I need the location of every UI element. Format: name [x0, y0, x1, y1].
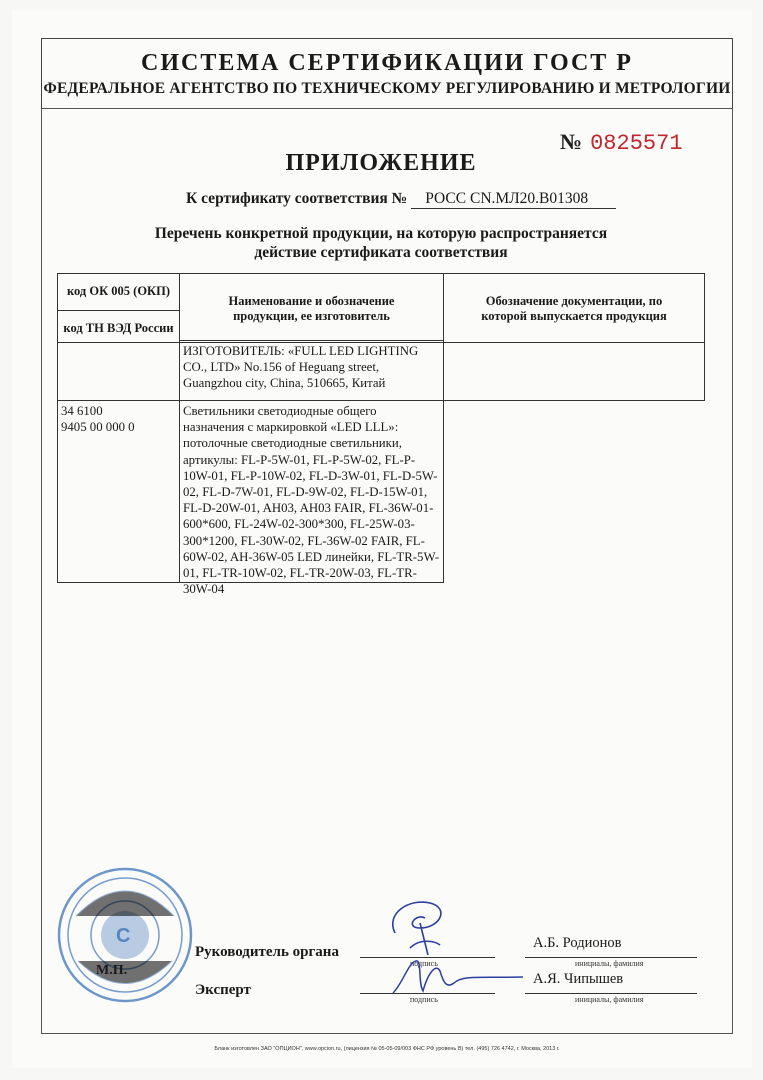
cert-label: К сертификату соответствия № — [186, 190, 408, 207]
product-cell: Светильники светодиодные общего назначения с маркировкой «LED LLL»: потолочные светодиодные светильники, артикулы: FL-P-5W-01, FL-P-5W-02, FL-P-10W-01, FL-P-10W-02, FL-D-3W-01, FL-D-5W-02, FL-D-7W-01, FL-D-9W-02, FL-D-15W-01, FL-D-20W-01, AH03, AH03 FAIR, FL-36W-01-600*600, FL-24W-02-300*300, FL-25W-03-300*1200, FL-30W-02, FL-36W-02 FAIR, FL-60W-02, AH-36W-05 LED линейки, FL-TR-5W-01, FL-TR-10W-02, FL-TR-20W-03, FL-TR-30W-04 — [179, 400, 444, 583]
system-title: СИСТЕМА СЕРТИФИКАЦИИ ГОСТ Р — [141, 50, 633, 76]
number-value: 0825571 — [590, 131, 683, 156]
certificate-reference — [186, 190, 616, 209]
product-name-header: Наименование и обозначение продукции, ее изготовитель — [179, 273, 444, 343]
form-footer: Бланк изготовлен ЗАО "ОПЦИОН", www.opcion.ru, (лицензия № 05-05-09/003 ФНС РФ уровень В) тел. (495) 726 4742, г. Москва, 2013 г. — [214, 1046, 560, 1052]
codes-cell — [57, 400, 180, 583]
okp-header: код ОК 005 (ОКП) — [57, 273, 180, 311]
manufacturer-doc-cell — [443, 342, 705, 401]
agency-title: ФЕДЕРАЛЬНОЕ АГЕНТСТВО ПО ТЕХНИЧЕСКОМУ РЕГУЛИРОВАНИЮ И МЕТРОЛОГИИ — [43, 80, 731, 97]
mp-label: М.П. — [96, 963, 128, 978]
okp-code: 34 6100 — [61, 404, 103, 418]
number-sign: № — [560, 129, 583, 154]
tnved-header: код ТН ВЭД России — [57, 310, 180, 343]
list-heading-line2: действие сертификата соответствия — [254, 244, 508, 261]
tnved-code: 9405 00 000 0 — [61, 420, 135, 435]
documentation-header: Обозначение документации, по которой выпускается продукция — [443, 273, 705, 343]
head-name: А.Б. Родионов — [533, 935, 622, 951]
manufacturer-cell: ИЗГОТОВИТЕЛЬ: «FULL LED LIGHTING CO., LTD» No.156 of Heguang street, Guangzhou city, China, 510665, Китай — [179, 340, 444, 401]
expert-initials-caption: инициалы, фамилия — [575, 995, 644, 1004]
expert-signature — [388, 953, 528, 998]
expert-label: Эксперт — [195, 982, 251, 998]
round-seal-stamp — [56, 866, 194, 1004]
expert-name: А.Я. Чипышев — [533, 971, 624, 987]
head-initials-caption: инициалы, фамилия — [575, 959, 644, 968]
list-heading-line1: Перечень конкретной продукции, на которую распространяется — [154, 225, 608, 242]
page-title: ПРИЛОЖЕНИЕ — [285, 150, 477, 176]
cert-number: РОСС CN.МЛ20.В01308 — [411, 190, 616, 209]
svg-text:С: С — [116, 925, 131, 947]
expert-name-line — [525, 993, 697, 994]
expert-sign-caption: подпись — [410, 995, 438, 1004]
head-name-line — [525, 957, 697, 958]
manufacturer-code-cell — [57, 342, 180, 401]
head-label: Руководитель органа — [195, 944, 339, 960]
head-sign-caption: подпись — [410, 959, 438, 968]
product-doc-cell — [443, 400, 705, 583]
